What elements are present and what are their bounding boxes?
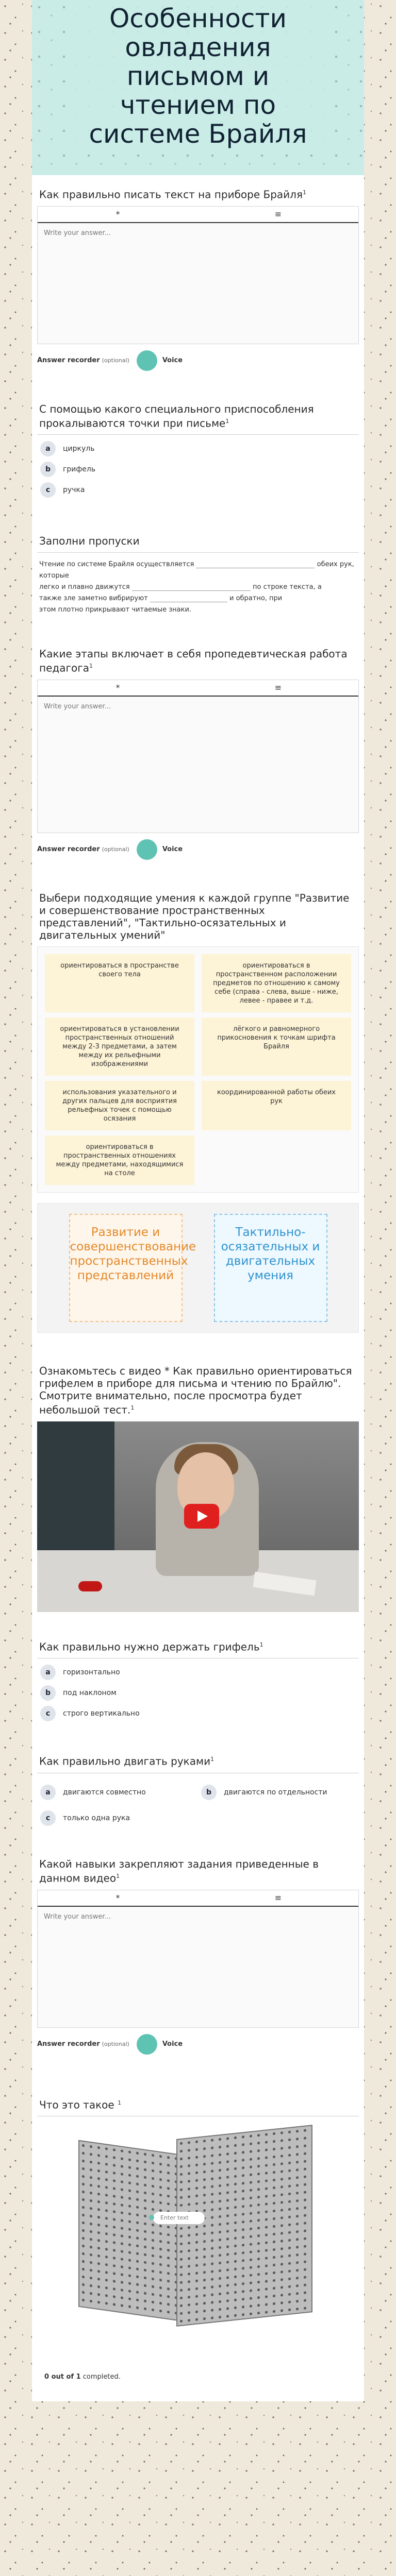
option-letter: b — [40, 1685, 56, 1701]
question-text: Заполни пропуски — [39, 535, 140, 548]
editor-toolbar — [38, 1890, 358, 1907]
record-button[interactable] — [137, 2034, 157, 2055]
completion-status — [37, 2358, 359, 2401]
italic-button[interactable]: * — [116, 682, 120, 692]
answer-editor — [37, 206, 359, 344]
voice-label: Voice — [162, 845, 183, 854]
option-letter: c — [40, 1810, 56, 1826]
option-letter: a — [40, 1665, 56, 1680]
score-suffix: completed. — [80, 2373, 121, 2381]
fill-text: обеих рук, которые — [39, 561, 354, 580]
option-label: грифель — [63, 465, 96, 474]
editor-toolbar — [38, 680, 358, 697]
blackboard — [37, 1421, 114, 1550]
drag-item[interactable]: координированной работы обеих рук — [202, 1081, 351, 1130]
option-label: под наклоном — [63, 1689, 117, 1698]
drag-item[interactable]: ориентироваться в пространственных отношениях между предметами, находящимися на столе — [45, 1136, 194, 1185]
recorder-optional: (optional) — [102, 2041, 129, 2048]
fill-text: и обратно, при — [229, 595, 283, 603]
blank-3[interactable] — [150, 595, 227, 602]
option-label: строго вертикально — [63, 1709, 140, 1718]
option-letter: c — [40, 482, 56, 498]
question-7 — [37, 1621, 359, 1736]
drag-item[interactable]: использования указательного и других пальцев для восприятия рельефных точек с помощью осязания — [45, 1081, 194, 1130]
option-label: горизонтально — [63, 1668, 120, 1677]
question-text: Как правильно двигать руками — [39, 1755, 211, 1768]
list-button[interactable]: ≡ — [274, 209, 282, 219]
option-c[interactable] — [40, 1706, 356, 1721]
braille-slate-image — [63, 2127, 343, 2348]
points: 1 — [225, 417, 229, 425]
option-label: только одна рука — [63, 1814, 130, 1822]
option-b[interactable] — [40, 1685, 356, 1701]
option-label: двигаются по отдельности — [224, 1788, 327, 1797]
question-8 — [37, 1736, 359, 1840]
answer-input[interactable] — [38, 223, 358, 344]
option-letter: a — [40, 441, 56, 456]
drag-item[interactable]: ориентироваться в пространственном расположении предметов по отношению к самому себе (справа - слева, выше - ниже, левее - правее и т.д. — [202, 954, 351, 1012]
option-a[interactable] — [40, 1665, 356, 1680]
page-title: Особенности овладения письмом и чтением по системе Брайля — [68, 4, 328, 148]
option-b[interactable] — [40, 462, 356, 477]
option-letter: a — [40, 1785, 56, 1800]
hotspot-input[interactable]: Enter text — [153, 2212, 205, 2224]
option-label: ручка — [63, 486, 85, 495]
fill-text: также зле заметно вибрируют — [39, 595, 148, 603]
answer-input[interactable] — [38, 697, 358, 833]
question-text: С помощью какого специального приспособления прокалываются точки при письме — [39, 402, 314, 430]
answer-recorder — [37, 350, 359, 371]
voice-label: Voice — [162, 357, 183, 365]
option-c[interactable] — [40, 482, 356, 498]
points: 1 — [118, 2099, 122, 2106]
drag-item[interactable]: ориентироваться в установлении пространственных отношений между 2-3 предметами, а затем между их рельефными изображениями — [45, 1018, 194, 1076]
italic-button[interactable]: * — [116, 209, 120, 219]
question-1 — [37, 180, 359, 380]
fill-in-text — [37, 559, 359, 616]
question-9 — [37, 1840, 359, 2064]
editor-toolbar — [38, 207, 358, 223]
record-button[interactable] — [137, 350, 157, 371]
recorder-label: Answer recorder — [37, 357, 100, 365]
record-button[interactable] — [137, 839, 157, 860]
video-player[interactable] — [37, 1421, 359, 1612]
drop-zone-label: Развитие и совершенствование пространственных представлений — [70, 1225, 196, 1282]
question-text: Как правильно писать текст на приборе Брайля — [39, 188, 303, 201]
worksheet-header — [32, 0, 364, 175]
points: 1 — [116, 1872, 120, 1879]
question-5 — [37, 869, 359, 1342]
question-text: Какие этапы включает в себя пропедевтическая работа педагога — [39, 648, 348, 674]
fill-text: Чтение по системе Брайля осуществляется — [39, 561, 194, 569]
question-4 — [37, 625, 359, 869]
blank-1[interactable] — [196, 561, 315, 568]
points: 1 — [259, 1641, 263, 1648]
blank-2[interactable] — [132, 583, 251, 591]
points: 1 — [89, 663, 93, 670]
drop-zone-label: Тактильно-осязательных и двигательных умения — [221, 1225, 320, 1282]
answer-editor — [37, 680, 359, 833]
option-a[interactable] — [40, 1785, 195, 1800]
answer-recorder — [37, 839, 359, 860]
drop-zone-tactile[interactable] — [214, 1214, 327, 1322]
italic-button[interactable]: * — [116, 1892, 120, 1903]
recorder-optional: (optional) — [102, 846, 129, 853]
points: 1 — [210, 1756, 214, 1763]
drag-items — [37, 946, 359, 1193]
question-text: Какой навыки закрепляют задания приведенные в данном видео — [39, 1857, 319, 1885]
play-icon[interactable] — [184, 1504, 219, 1529]
question-text: Выбери подходящие умения к каждой группе "Развитие и совершенствование пространственных представлений", "Тактильно-осязательных и двигательных умений" — [39, 891, 350, 941]
option-letter: c — [40, 1706, 56, 1721]
option-label: двигаются совместно — [63, 1788, 146, 1797]
drop-zone-spatial[interactable] — [69, 1214, 196, 1322]
score: 0 out of 1 — [44, 2373, 81, 2381]
fill-text: этом плотно прикрывают читаемые знаки. — [39, 606, 192, 614]
drag-item[interactable]: ориентироваться в пространстве своего тела — [45, 954, 194, 1012]
points: 1 — [130, 1404, 135, 1411]
fill-text: по строке текста, а — [253, 583, 322, 591]
recorder-optional: (optional) — [102, 357, 129, 364]
option-label: циркуль — [63, 445, 95, 453]
drag-item[interactable]: лёгкого и равномерного прикосновения к точкам шрифта Брайля — [202, 1018, 351, 1076]
drop-targets — [37, 1203, 359, 1333]
option-a[interactable] — [40, 441, 356, 456]
option-c[interactable] — [40, 1810, 195, 1826]
option-b[interactable] — [201, 1785, 356, 1800]
worksheet — [32, 0, 364, 2401]
list-button[interactable]: ≡ — [274, 1892, 282, 1903]
question-10 — [37, 2064, 359, 2358]
list-button[interactable]: ≡ — [274, 682, 282, 692]
question-6 — [37, 1342, 359, 1621]
answer-recorder — [37, 2034, 359, 2055]
recorder-label: Answer recorder — [37, 2040, 100, 2048]
question-text: Что это такое — [39, 2098, 114, 2111]
question-3 — [37, 512, 359, 625]
answer-input[interactable] — [38, 1907, 358, 2027]
question-text: Как правильно нужно держать грифель — [39, 1640, 260, 1653]
recorder-label: Answer recorder — [37, 845, 100, 854]
option-letter: b — [201, 1785, 217, 1800]
answer-editor — [37, 1890, 359, 2028]
option-letter: b — [40, 462, 56, 477]
points: 1 — [302, 189, 306, 196]
question-text: Ознакомьтесь с видео * Как правильно ориентироваться грифелем в приборе для письма и чтению по Брайлю". Смотрите внимательно, после просмотра будет небольшой тест. — [39, 1364, 352, 1416]
voice-label: Voice — [162, 2040, 183, 2048]
fill-text: легко и плавно движутся — [39, 583, 130, 591]
question-2 — [37, 380, 359, 513]
